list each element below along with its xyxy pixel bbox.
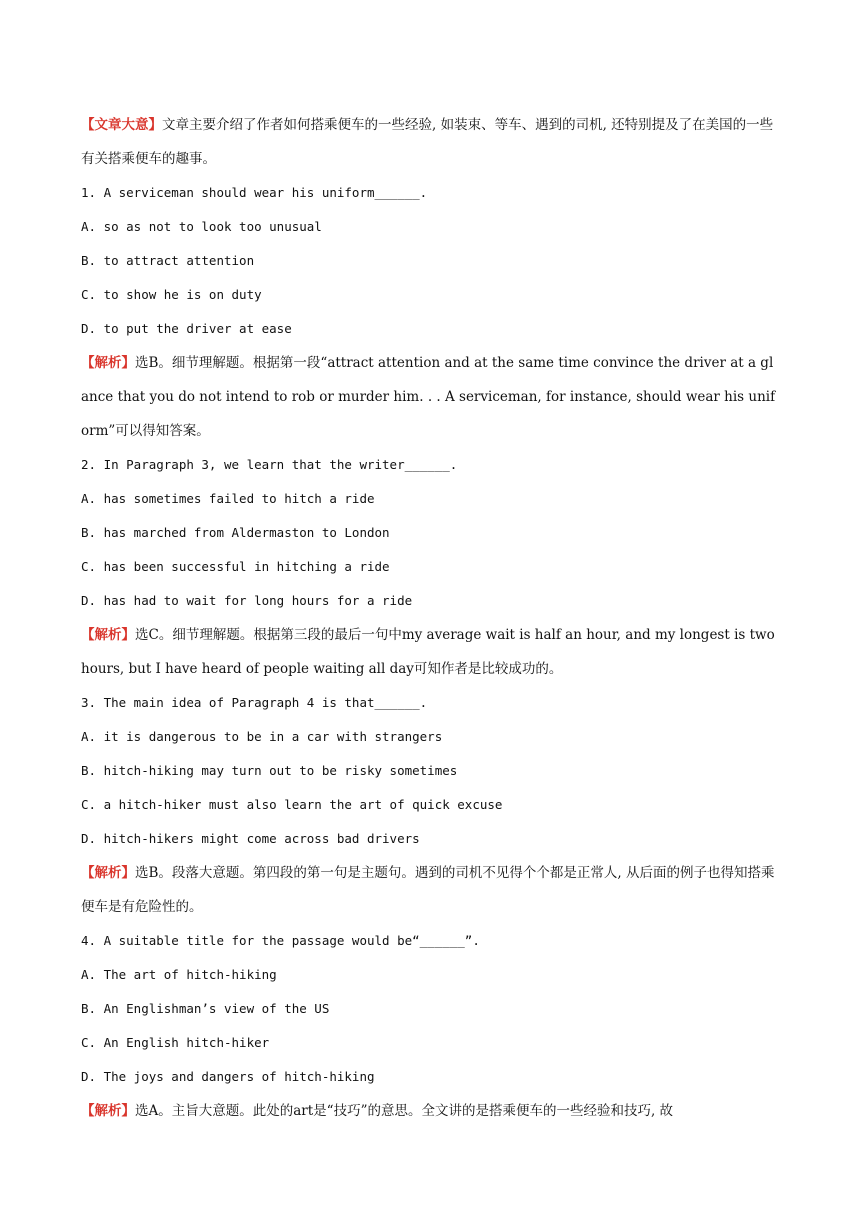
analysis-tag: 【解析】	[81, 355, 135, 371]
question-option: D. has had to wait for long hours for a ride	[81, 593, 413, 608]
question-option: A. it is dangerous to be in a car with strangers	[81, 729, 443, 744]
question-analysis	[81, 618, 781, 686]
question-option: D. hitch-hikers might come across bad drivers	[81, 831, 420, 846]
question-analysis	[81, 1094, 781, 1128]
analysis-text: 选C。细节理解题。根据第三段的最后一句中my average wait is half an hour, and my longest is two hours, but I have heard of people waiting all day可知作者是比较成功的。	[81, 627, 775, 677]
question-option: A. so as not to look too unusual	[81, 219, 322, 234]
question-option: D. The joys and dangers of hitch-hiking	[81, 1069, 375, 1084]
question-option: B. hitch-hiking may turn out to be risky sometimes	[81, 763, 458, 778]
question-stem: 4. A suitable title for the passage would be“______”.	[81, 933, 480, 948]
question-option: D. to put the driver at ease	[81, 321, 292, 336]
question-option: C. has been successful in hitching a ride	[81, 559, 390, 574]
summary-tag: 【文章大意】	[81, 117, 162, 133]
analysis-text: 选A。主旨大意题。此处的art是“技巧”的意思。全文讲的是搭乘便车的一些经验和技巧, 故	[135, 1103, 674, 1119]
question-option: C. a hitch-hiker must also learn the art of quick excuse	[81, 797, 503, 812]
analysis-tag: 【解析】	[81, 627, 135, 643]
question-option: B. has marched from Aldermaston to London	[81, 525, 390, 540]
analysis-text: 选B。段落大意题。第四段的第一句是主题句。遇到的司机不见得个个都是正常人, 从后面的例子也得知搭乘便车是有危险性的。	[81, 865, 775, 915]
question-option: B. to attract attention	[81, 253, 255, 268]
question-analysis	[81, 346, 781, 448]
question-option: B. An Englishman’s view of the US	[81, 1001, 330, 1016]
question-analysis	[81, 856, 781, 924]
question-option: C. An English hitch-hiker	[81, 1035, 270, 1050]
analysis-text: 选B。细节理解题。根据第一段“attract attention and at the same time convince the driver at a glance that you do not intend to rob or murder him. . . A serviceman, for instance, should wear his uniform”可以得知答案。	[81, 355, 776, 439]
question-stem: 1. A serviceman should wear his uniform______.	[81, 185, 428, 200]
question-option: A. has sometimes failed to hitch a ride	[81, 491, 375, 506]
document-page	[81, 108, 781, 1128]
question-stem: 2. In Paragraph 3, we learn that the writer______.	[81, 457, 458, 472]
question-option: C. to show he is on duty	[81, 287, 262, 302]
analysis-tag: 【解析】	[81, 1103, 135, 1119]
question-option: A. The art of hitch-hiking	[81, 967, 277, 982]
question-stem: 3. The main idea of Paragraph 4 is that______.	[81, 695, 428, 710]
article-summary	[81, 108, 781, 176]
analysis-tag: 【解析】	[81, 865, 135, 881]
summary-text: 文章主要介绍了作者如何搭乘便车的一些经验, 如装束、等车、遇到的司机, 还特别提及了在美国的一些有关搭乘便车的趣事。	[81, 117, 774, 167]
